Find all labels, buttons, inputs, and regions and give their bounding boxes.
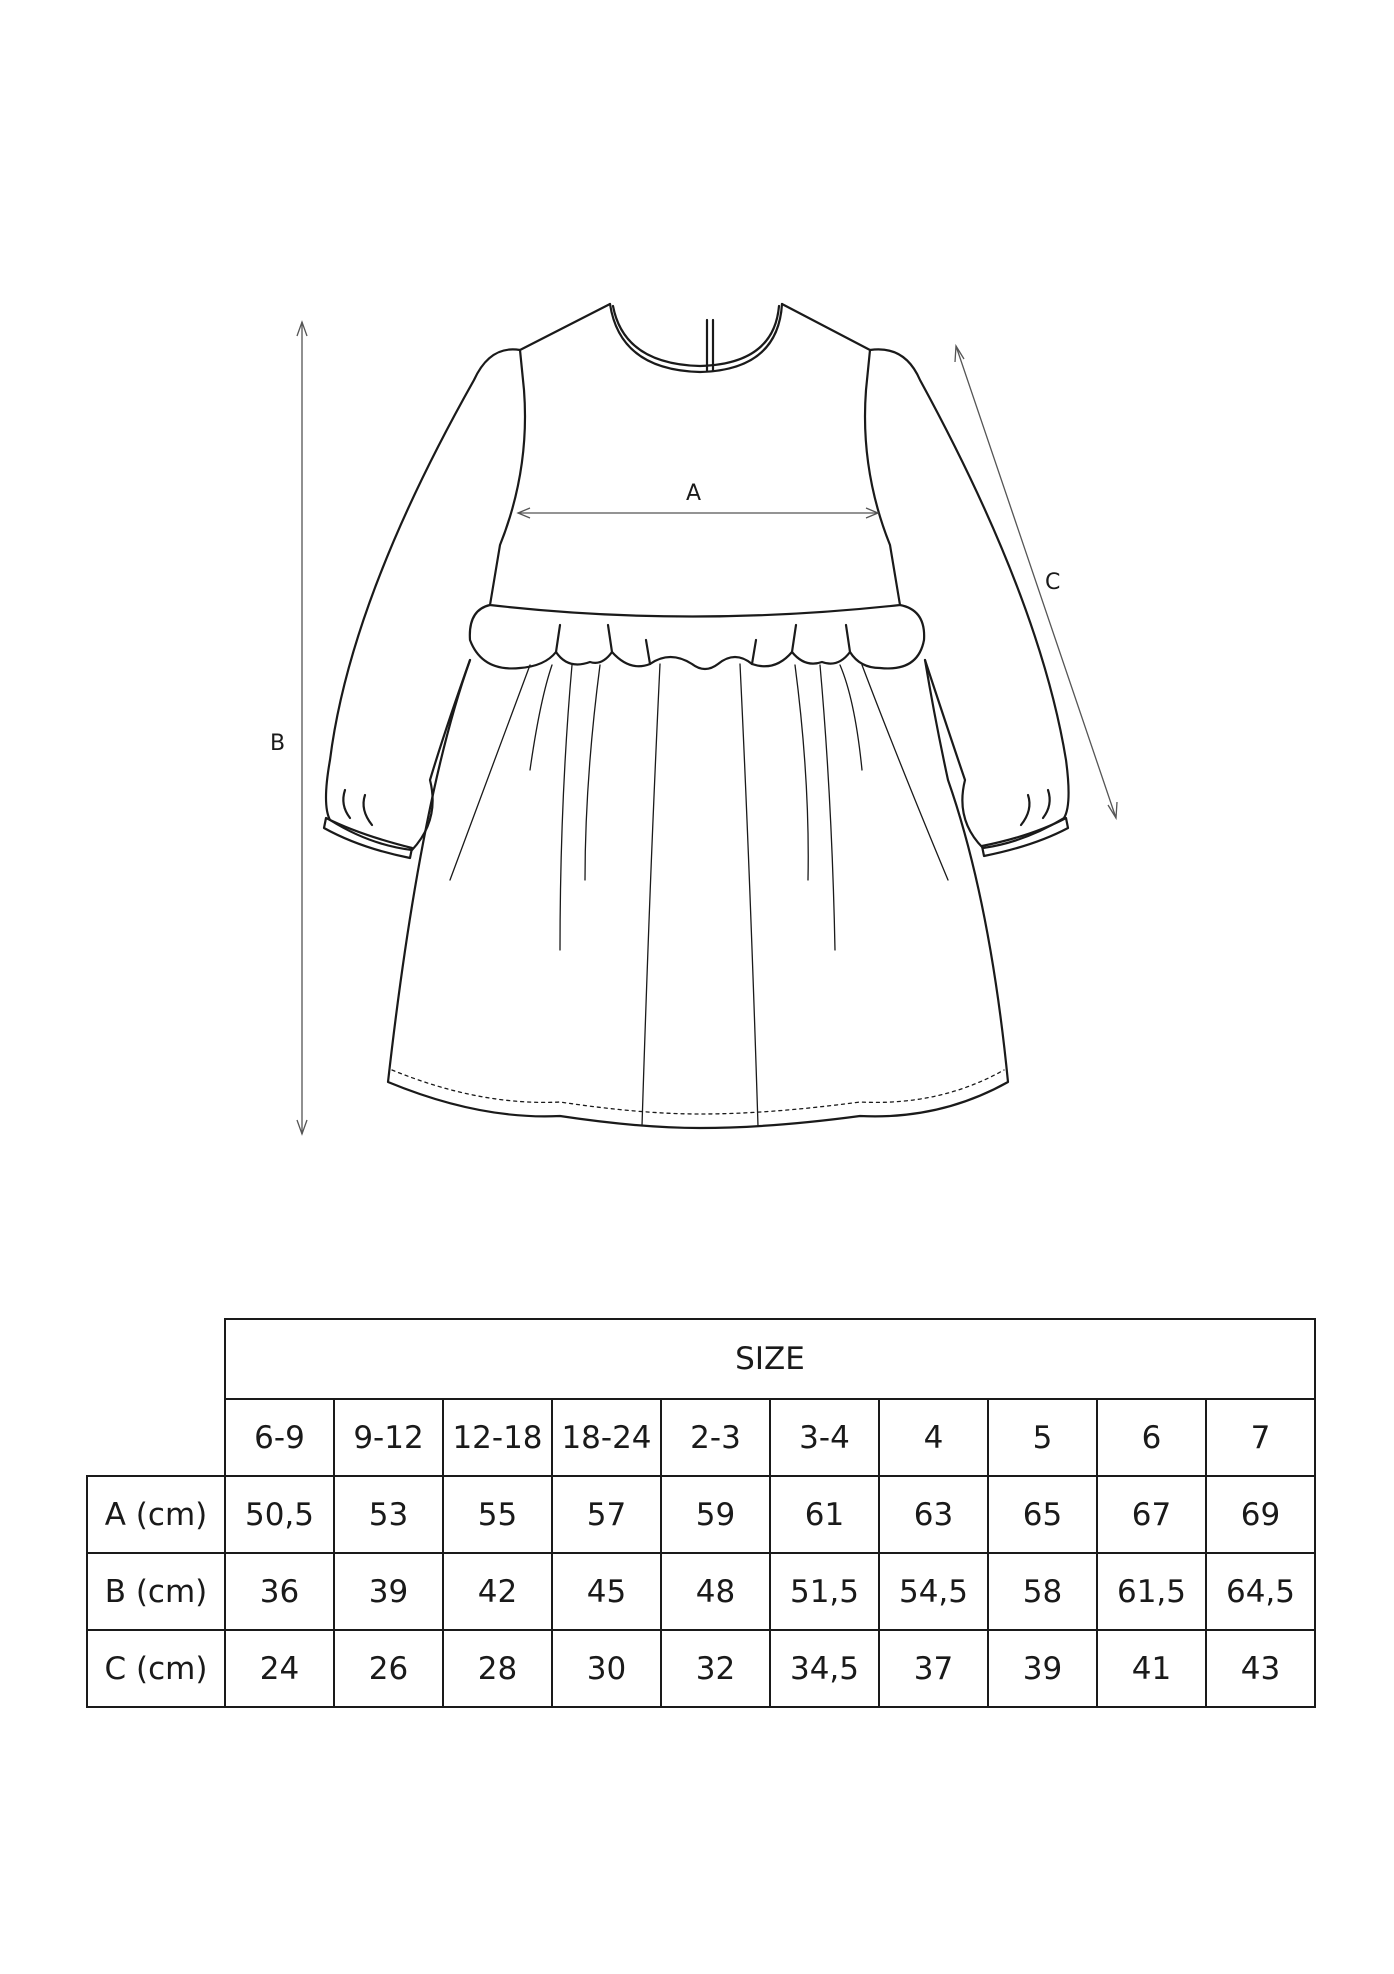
table-cell: 45 <box>552 1553 661 1630</box>
size-header: 2-3 <box>661 1399 770 1476</box>
table-cell: 37 <box>879 1630 988 1707</box>
table-cell: 61,5 <box>1097 1553 1206 1630</box>
hem-stitch <box>392 1070 1004 1114</box>
size-header: 12-18 <box>443 1399 552 1476</box>
table-cell: 64,5 <box>1206 1553 1315 1630</box>
row-label: C (cm) <box>87 1630 225 1707</box>
size-header: 9-12 <box>334 1399 443 1476</box>
table-cell: 24 <box>225 1630 334 1707</box>
size-header: 18-24 <box>552 1399 661 1476</box>
label-b: B <box>270 731 286 756</box>
table-title-row <box>87 1319 1315 1399</box>
bodice-outline <box>490 304 900 617</box>
table-cell: 51,5 <box>770 1553 879 1630</box>
size-header: 6 <box>1097 1399 1206 1476</box>
table-cell: 39 <box>334 1553 443 1630</box>
size-chart-table <box>86 1318 1316 1708</box>
size-header: 6-9 <box>225 1399 334 1476</box>
row-label: B (cm) <box>87 1553 225 1630</box>
table-cell: 63 <box>879 1476 988 1553</box>
table-cell: 59 <box>661 1476 770 1553</box>
table-cell: 32 <box>661 1630 770 1707</box>
waist-ruffle <box>470 605 924 669</box>
measure-line-c <box>956 346 1116 818</box>
blank-cell <box>87 1319 225 1399</box>
skirt-outline <box>388 660 1008 1128</box>
table-cell: 54,5 <box>879 1553 988 1630</box>
neckline <box>610 304 782 372</box>
table-cell: 43 <box>1206 1630 1315 1707</box>
size-header: 5 <box>988 1399 1097 1476</box>
table-cell: 55 <box>443 1476 552 1553</box>
table-row <box>87 1553 1315 1630</box>
size-header-row <box>87 1399 1315 1476</box>
table-cell: 65 <box>988 1476 1097 1553</box>
table-row <box>87 1476 1315 1553</box>
table-cell: 39 <box>988 1630 1097 1707</box>
row-label: A (cm) <box>87 1476 225 1553</box>
size-header: 3-4 <box>770 1399 879 1476</box>
size-header: 4 <box>879 1399 988 1476</box>
table-cell: 42 <box>443 1553 552 1630</box>
table-cell: 53 <box>334 1476 443 1553</box>
table-cell: 48 <box>661 1553 770 1630</box>
blank-cell <box>87 1399 225 1476</box>
table-cell: 50,5 <box>225 1476 334 1553</box>
table-cell: 28 <box>443 1630 552 1707</box>
size-title: SIZE <box>225 1319 1315 1399</box>
table-cell: 69 <box>1206 1476 1315 1553</box>
label-a: A <box>686 481 702 506</box>
table-cell: 61 <box>770 1476 879 1553</box>
table-cell: 41 <box>1097 1630 1206 1707</box>
table-cell: 67 <box>1097 1476 1206 1553</box>
table-row <box>87 1630 1315 1707</box>
table-cell: 34,5 <box>770 1630 879 1707</box>
table-cell: 36 <box>225 1553 334 1630</box>
table-cell: 26 <box>334 1630 443 1707</box>
size-header: 7 <box>1206 1399 1315 1476</box>
table-cell: 58 <box>988 1553 1097 1630</box>
table-cell: 30 <box>552 1630 661 1707</box>
label-c: C <box>1045 570 1061 595</box>
table-cell: 57 <box>552 1476 661 1553</box>
